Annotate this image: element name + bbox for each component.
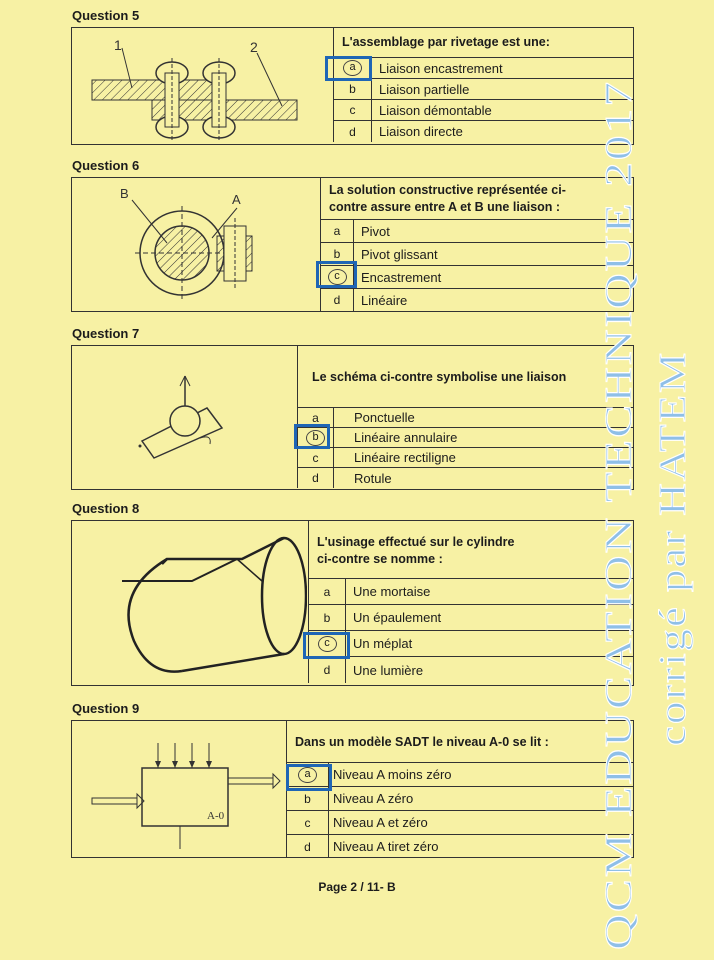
- option-letter: c: [287, 811, 329, 834]
- option-letter: b: [287, 787, 329, 810]
- question-9-box: [71, 720, 634, 858]
- option-lineaire-annulaire[interactable]: Linéaire annulaire: [354, 430, 458, 445]
- option-niveau-a-zero[interactable]: Niveau A zéro: [333, 791, 414, 806]
- sadt-label-a0: A-0: [207, 810, 225, 822]
- option-pivot[interactable]: Pivot: [361, 223, 390, 239]
- option-un-meplat[interactable]: Un méplat: [353, 636, 413, 651]
- option-lineaire[interactable]: Linéaire: [361, 292, 408, 308]
- option-liaison-directe[interactable]: Liaison directe: [379, 124, 463, 139]
- prompt-line: contre assure entre A et B une liaison :: [329, 200, 561, 214]
- watermark-line-1: QCM EDUCATION TECHNIQUE 2017: [598, 282, 640, 950]
- question-5-prompt: L'assemblage par rivetage est une:: [334, 28, 633, 58]
- option-liaison-demontable[interactable]: Liaison démontable: [379, 102, 492, 118]
- answer-highlight-q8: [303, 632, 350, 659]
- option-letter: c: [334, 100, 372, 120]
- answer-highlight-q5: [325, 56, 372, 81]
- option-lineaire-rectiligne[interactable]: Linéaire rectiligne: [354, 450, 456, 465]
- option-letter: d: [287, 835, 329, 858]
- prompt-line: La solution constructive représentée ci-: [329, 183, 566, 197]
- answer-highlight-q6: [316, 261, 357, 288]
- figure-label-1: 1: [114, 37, 122, 53]
- option-ponctuelle[interactable]: Ponctuelle: [354, 410, 415, 425]
- option-letter: c: [298, 448, 334, 467]
- option-letter: a: [321, 220, 354, 242]
- prompt-line: L'usinage effectué sur le cylindre: [317, 535, 515, 549]
- option-letter: a: [343, 60, 362, 76]
- cylinder-flat-figure: [72, 521, 307, 684]
- option-letter: d: [334, 121, 372, 142]
- option-letter: b: [321, 243, 354, 265]
- question-9-options-table: [286, 721, 633, 858]
- watermark-line-2: corrigé par HATEM: [652, 414, 694, 746]
- sadt-diagram-figure: [72, 721, 287, 857]
- question-7-prompt: Le schéma ci-contre symbolise une liaison: [298, 346, 633, 408]
- option-pivot-glissant[interactable]: Pivot glissant: [361, 246, 438, 262]
- option-liaison-encastrement[interactable]: Liaison encastrement: [379, 60, 503, 76]
- option-rotule[interactable]: Rotule: [354, 470, 392, 486]
- rivet-assembly-figure: [72, 28, 332, 143]
- question-9-prompt: Dans un modèle SADT le niveau A-0 se lit :: [287, 721, 633, 763]
- question-5-title: Question 5: [72, 8, 140, 23]
- option-letter: a: [309, 579, 346, 604]
- watermark: [585, 66, 705, 950]
- question-6-title: Question 6: [72, 158, 140, 173]
- question-5-box: [71, 27, 634, 145]
- option-letter: b: [309, 605, 346, 630]
- question-6-box: [71, 177, 634, 312]
- option-letter: c: [328, 269, 347, 285]
- question-8-title: Question 8: [72, 501, 140, 516]
- option-liaison-partielle[interactable]: Liaison partielle: [379, 81, 470, 97]
- answer-highlight-q7: [294, 424, 330, 449]
- option-une-lumiere[interactable]: Une lumière: [353, 662, 424, 678]
- option-encastrement[interactable]: Encastrement: [361, 269, 442, 285]
- option-niveau-a-moins-zero[interactable]: Niveau A moins zéro: [333, 767, 452, 782]
- linear-annular-symbol-figure: [72, 346, 297, 488]
- page-number-text: Page 2 / 11- B: [318, 880, 396, 894]
- figure-label-b: B: [120, 186, 129, 201]
- option-niveau-a-et-zero[interactable]: Niveau A et zéro: [333, 815, 428, 830]
- option-letter: b: [334, 79, 372, 99]
- option-letter: a: [298, 767, 317, 783]
- option-letter: d: [309, 657, 346, 683]
- question-8-box: [71, 520, 634, 686]
- option-letter: c: [318, 636, 337, 652]
- option-un-epaulement[interactable]: Un épaulement: [353, 610, 442, 625]
- option-letter: b: [306, 430, 325, 446]
- figure-label-a: A: [232, 192, 241, 207]
- option-letter: a: [298, 408, 334, 427]
- question-7-box: [71, 345, 634, 490]
- option-une-mortaise[interactable]: Une mortaise: [353, 584, 431, 599]
- prompt-line: ci-contre se nomme :: [317, 552, 443, 566]
- figure-label-2: 2: [250, 39, 258, 55]
- option-niveau-a-tiret-zero[interactable]: Niveau A tiret zéro: [333, 839, 439, 854]
- question-7-title: Question 7: [72, 326, 140, 341]
- option-letter: d: [298, 468, 334, 488]
- question-7-options-table: [297, 346, 633, 488]
- question-9-title: Question 9: [72, 701, 140, 716]
- answer-highlight-q9: [286, 764, 332, 791]
- pivot-assembly-figure: [72, 178, 322, 310]
- option-letter: d: [321, 289, 354, 311]
